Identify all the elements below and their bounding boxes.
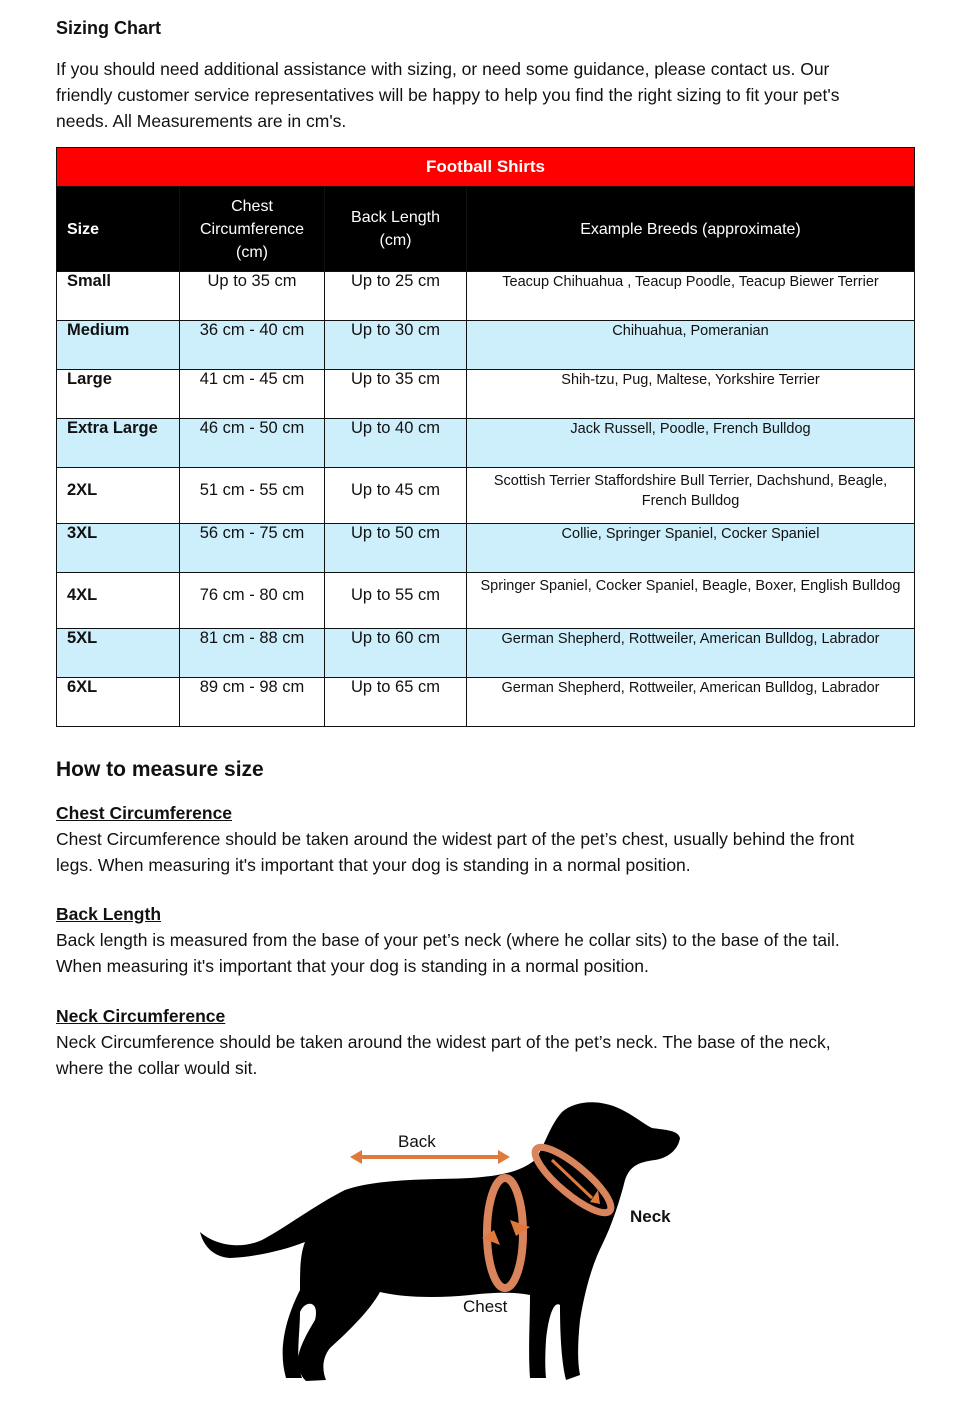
- sizing-table: [56, 147, 915, 727]
- size-cell: 5XL: [57, 629, 180, 678]
- table-row: [57, 629, 915, 678]
- chest-section-body: Chest Circumference should be taken around the widest part of the pet’s chest, usually behind the front legs. When measuring it's important that your dog is standing in a normal position.: [56, 829, 855, 875]
- back-cell: Up to 50 cm: [325, 524, 467, 573]
- back-cell: Up to 25 cm: [325, 272, 467, 321]
- table-row: [57, 419, 915, 468]
- back-arrow: [350, 1150, 510, 1164]
- size-cell: 2XL: [57, 468, 180, 524]
- column-header-chest: Chest Circumference (cm): [180, 187, 325, 272]
- neck-section-body: Neck Circumference should be taken around the widest part of the pet’s neck. The base of the neck, where the collar would sit.: [56, 1032, 831, 1078]
- back-cell: Up to 65 cm: [325, 678, 467, 727]
- chest-cell: 41 cm - 45 cm: [180, 370, 325, 419]
- back-cell: Up to 35 cm: [325, 370, 467, 419]
- size-cell: Medium: [57, 321, 180, 370]
- table-title: Football Shirts: [57, 148, 915, 187]
- breeds-cell: Shih-tzu, Pug, Maltese, Yorkshire Terrier: [467, 370, 915, 419]
- back-cell: Up to 30 cm: [325, 321, 467, 370]
- chest-cell: 46 cm - 50 cm: [180, 419, 325, 468]
- column-header-back: Back Length (cm): [325, 187, 467, 272]
- how-to-measure-heading: How to measure size: [56, 758, 264, 781]
- chest-cell: 56 cm - 75 cm: [180, 524, 325, 573]
- chest-cell: 89 cm - 98 cm: [180, 678, 325, 727]
- chest-cell: 51 cm - 55 cm: [180, 468, 325, 524]
- breeds-cell: German Shepherd, Rottweiler, American Bulldog, Labrador: [467, 629, 915, 678]
- size-cell: Large: [57, 370, 180, 419]
- back-cell: Up to 45 cm: [325, 468, 467, 524]
- column-header-breeds: Example Breeds (approximate): [467, 187, 915, 272]
- chest-cell: 36 cm - 40 cm: [180, 321, 325, 370]
- breeds-cell: Scottish Terrier Staffordshire Bull Terrier, Dachshund, Beagle, French Bulldog: [467, 468, 915, 524]
- dog-measurement-diagram: [0, 1090, 959, 1421]
- column-header-size: Size: [57, 187, 180, 272]
- table-row: [57, 573, 915, 629]
- back-section-body: Back length is measured from the base of your pet’s neck (where he collar sits) to the base of the tail. When measuring it's important that your dog is standing in a normal position.: [56, 930, 840, 976]
- size-cell: 3XL: [57, 524, 180, 573]
- breeds-cell: Springer Spaniel, Cocker Spaniel, Beagle, Boxer, English Bulldog: [467, 573, 915, 629]
- neck-label: Neck: [630, 1207, 671, 1226]
- table-row: [57, 370, 915, 419]
- back-cell: Up to 55 cm: [325, 573, 467, 629]
- table-row: [57, 468, 915, 524]
- size-cell: Extra Large: [57, 419, 180, 468]
- breeds-cell: Teacup Chihuahua , Teacup Poodle, Teacup Biewer Terrier: [467, 272, 915, 321]
- back-cell: Up to 40 cm: [325, 419, 467, 468]
- table-row: [57, 321, 915, 370]
- breeds-cell: German Shepherd, Rottweiler, American Bulldog, Labrador: [467, 678, 915, 727]
- intro-paragraph: If you should need additional assistance with sizing, or need some guidance, please contact us. Our friendly customer service representatives will be happy to help you find the right sizing to fit your pet's needs. All Measurements are in cm's.: [56, 59, 840, 131]
- dog-silhouette: [200, 1102, 680, 1381]
- back-section-title: Back Length: [56, 904, 162, 924]
- back-label: Back: [398, 1132, 436, 1151]
- size-cell: Small: [57, 272, 180, 321]
- chest-cell: 76 cm - 80 cm: [180, 573, 325, 629]
- neck-section-title: Neck Circumference: [56, 1006, 226, 1026]
- size-cell: 6XL: [57, 678, 180, 727]
- breeds-cell: Collie, Springer Spaniel, Cocker Spaniel: [467, 524, 915, 573]
- chest-cell: Up to 35 cm: [180, 272, 325, 321]
- chest-section-title: Chest Circumference: [56, 803, 233, 823]
- chest-cell: 81 cm - 88 cm: [180, 629, 325, 678]
- page-title: Sizing Chart: [56, 18, 162, 38]
- table-row: [57, 272, 915, 321]
- table-row: [57, 678, 915, 727]
- breeds-cell: Chihuahua, Pomeranian: [467, 321, 915, 370]
- size-cell: 4XL: [57, 573, 180, 629]
- back-cell: Up to 60 cm: [325, 629, 467, 678]
- table-row: [57, 524, 915, 573]
- chest-label: Chest: [463, 1297, 508, 1316]
- breeds-cell: Jack Russell, Poodle, French Bulldog: [467, 419, 915, 468]
